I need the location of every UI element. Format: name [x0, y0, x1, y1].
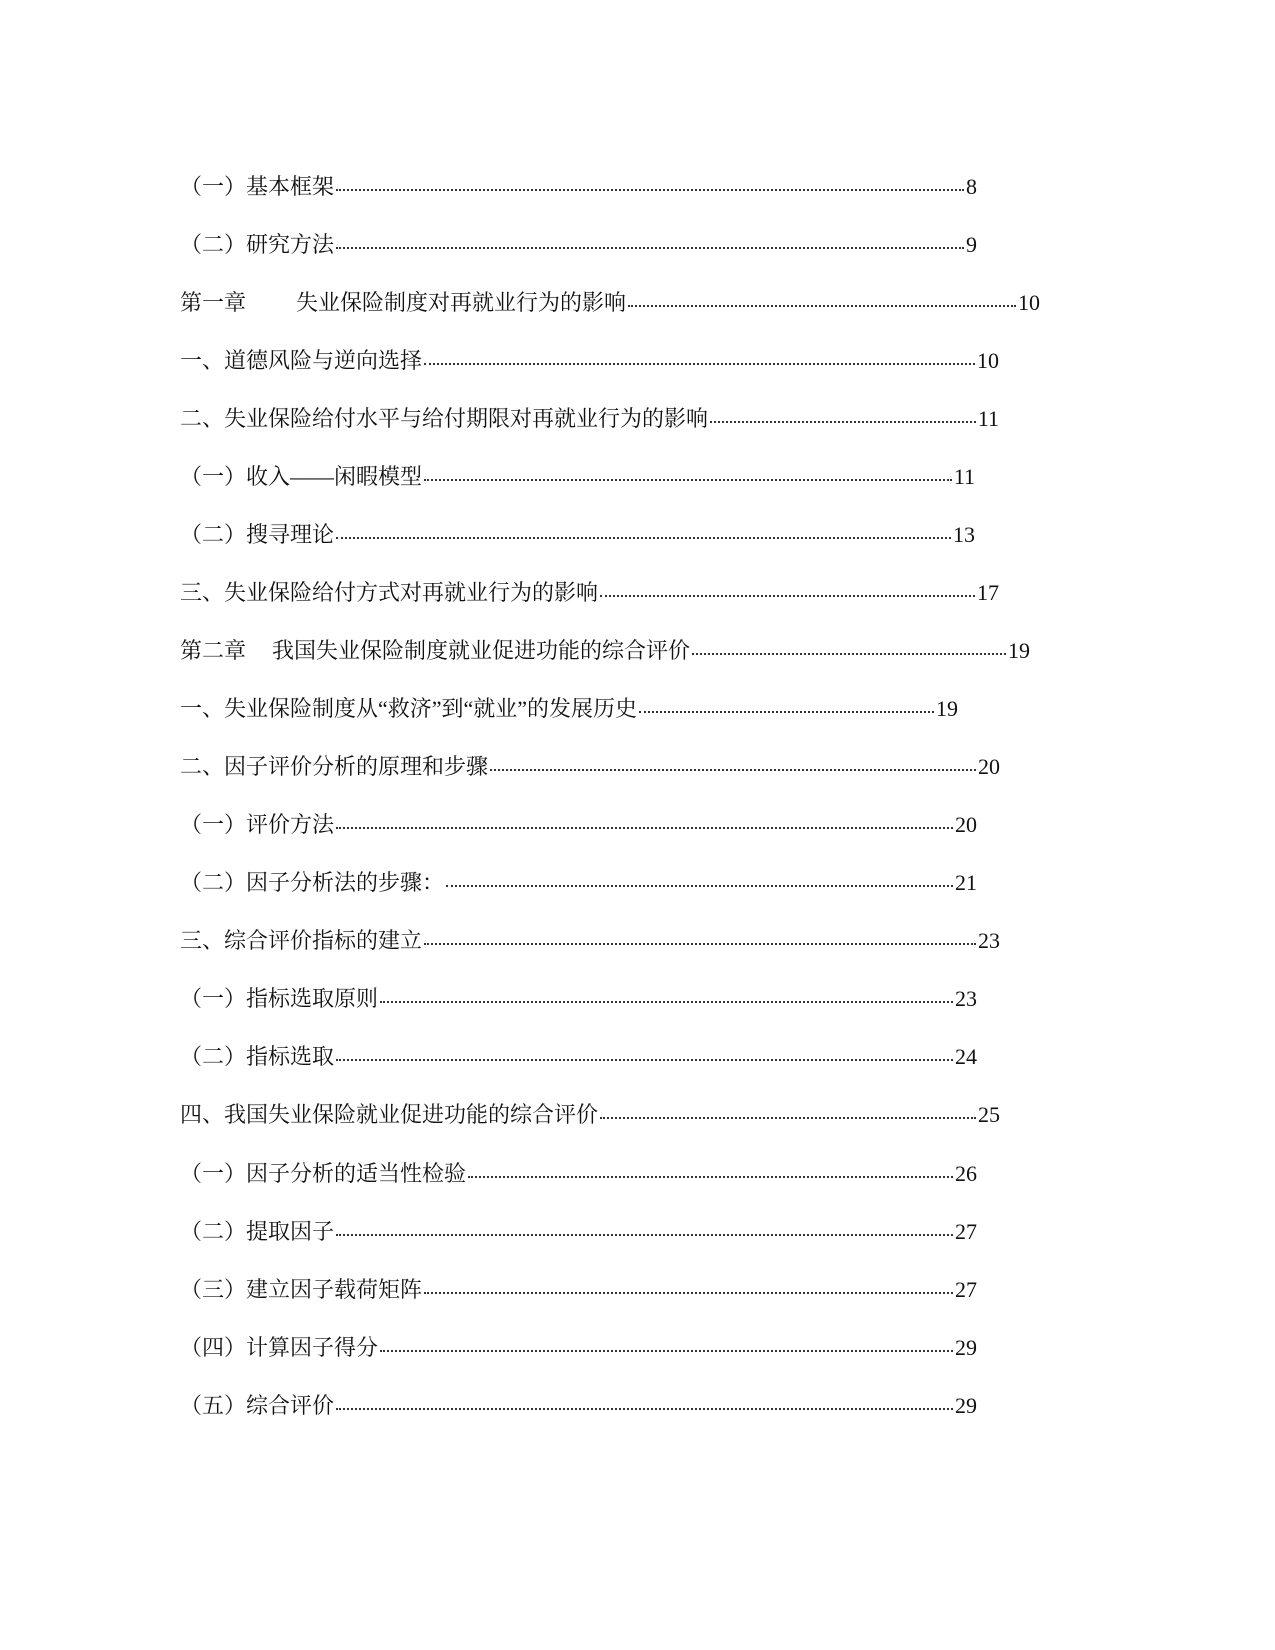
toc-entry[interactable] [180, 576, 999, 610]
toc-entry-title: （一）因子分析的适当性检验 [180, 1161, 467, 1186]
toc-entry-title: （一）收入——闲暇模型 [180, 464, 423, 489]
toc-leader-dots [424, 943, 976, 945]
toc-leader-dots [336, 537, 951, 539]
toc-entry-title: 一、失业保险制度从“救济”到“就业”的发展历史 [180, 696, 638, 721]
toc-entry[interactable] [180, 1157, 977, 1191]
toc-entry-chapter[interactable] [180, 286, 1040, 320]
toc-leader-dots [336, 247, 964, 249]
toc-entry-page: 17 [977, 580, 999, 605]
toc-entry-page: 11 [977, 406, 999, 431]
toc-entry-page: 26 [955, 1161, 977, 1186]
toc-entry[interactable] [180, 402, 999, 436]
toc-entry-page: 25 [978, 1102, 1000, 1127]
toc-leader-dots [600, 595, 975, 597]
toc-leader-dots [336, 1234, 953, 1236]
chapter-title: 我国失业保险制度就业促进功能的综合评价 [272, 638, 691, 663]
toc-entry[interactable] [180, 866, 977, 900]
toc-entry-title: 二、失业保险给付水平与给付期限对再就业行为的影响 [180, 406, 709, 431]
toc-leader-dots [424, 1292, 953, 1294]
toc-entry-title: 三、综合评价指标的建立 [180, 928, 423, 953]
chapter-number: 第一章 [180, 290, 247, 315]
toc-leader-dots [639, 711, 934, 713]
toc-entry-page: 27 [955, 1277, 977, 1302]
toc-entry-page: 10 [1018, 290, 1040, 315]
toc-entry-title: （二）研究方法 [180, 232, 335, 257]
chapter-title: 失业保险制度对再就业行为的影响 [296, 290, 627, 315]
toc-entry[interactable] [180, 924, 1000, 958]
toc-entry-page: 10 [977, 348, 999, 373]
toc-entry-page: 29 [955, 1335, 977, 1360]
toc-leader-dots [336, 1408, 953, 1410]
toc-leader-dots [468, 1176, 953, 1178]
toc-entry-title: （五）综合评价 [180, 1393, 335, 1418]
toc-entry-chapter[interactable] [180, 634, 1030, 668]
toc-leader-dots [710, 421, 976, 423]
toc-entry[interactable] [180, 1389, 977, 1423]
toc-entry-title: 四、我国失业保险就业促进功能的综合评价 [180, 1102, 599, 1127]
toc-entry-title: 三、失业保险给付方式对再就业行为的影响 [180, 580, 599, 605]
toc-entry-title [180, 286, 626, 320]
toc-entry[interactable] [180, 1098, 1000, 1132]
toc-entry[interactable] [180, 228, 977, 262]
toc-leader-dots [424, 479, 952, 481]
toc-leader-dots [380, 1001, 953, 1003]
toc-entry[interactable] [180, 750, 1000, 784]
toc-leader-dots [692, 653, 1006, 655]
toc-entry-page: 20 [978, 754, 1000, 779]
toc-entry-page: 21 [955, 870, 977, 895]
toc-entry-page: 27 [955, 1219, 977, 1244]
toc-entry-title [180, 634, 690, 668]
toc-entry[interactable] [180, 518, 975, 552]
toc-entry-title: （二）指标选取 [180, 1044, 335, 1069]
toc-entry-page: 9 [966, 232, 977, 257]
toc-entry-title: （二）因子分析法的步骤： [180, 870, 445, 895]
toc-leader-dots [628, 305, 1016, 307]
toc-entry-title: （一）基本框架 [180, 174, 335, 199]
toc-leader-dots [380, 1350, 953, 1352]
toc-entry-page: 23 [978, 928, 1000, 953]
toc-entry[interactable] [180, 1273, 977, 1307]
toc-entry[interactable] [180, 1040, 977, 1074]
toc-leader-dots [336, 827, 953, 829]
chapter-number: 第二章 [180, 638, 247, 663]
toc-entry-page: 23 [955, 986, 977, 1011]
toc-entry-title: （二）提取因子 [180, 1219, 335, 1244]
toc-entry-page: 13 [953, 522, 975, 547]
toc-leader-dots [490, 769, 976, 771]
toc-entry-title: 二、因子评价分析的原理和步骤 [180, 754, 489, 779]
toc-entry[interactable] [180, 1331, 977, 1365]
toc-entry-title: （三）建立因子载荷矩阵 [180, 1277, 423, 1302]
toc-entry[interactable] [180, 170, 977, 204]
toc-entry[interactable] [180, 982, 977, 1016]
toc-entry[interactable] [180, 692, 958, 726]
toc-entry-title: （一）指标选取原则 [180, 986, 379, 1011]
toc-entry-page: 19 [1008, 638, 1030, 663]
toc-entry-page: 29 [955, 1393, 977, 1418]
toc-entry-page: 24 [955, 1044, 977, 1069]
toc-leader-dots [446, 885, 953, 887]
toc-leader-dots [600, 1117, 976, 1119]
toc-entry-title: （二）搜寻理论 [180, 522, 335, 547]
toc-entry-page: 20 [955, 812, 977, 837]
toc-entry[interactable] [180, 460, 975, 494]
toc-entry-title: （一）评价方法 [180, 812, 335, 837]
toc-entry-page: 11 [953, 464, 975, 489]
toc-entry[interactable] [180, 808, 977, 842]
toc-entry[interactable] [180, 1215, 977, 1249]
toc-entry-title: （四）计算因子得分 [180, 1335, 379, 1360]
toc-entry[interactable] [180, 344, 999, 378]
toc-leader-dots [336, 189, 964, 191]
toc-entry-title: 一、道德风险与逆向选择 [180, 348, 423, 373]
toc-leader-dots [424, 363, 975, 365]
toc-entry-page: 19 [936, 696, 958, 721]
toc-leader-dots [336, 1059, 953, 1061]
toc-entry-page: 8 [966, 174, 977, 199]
